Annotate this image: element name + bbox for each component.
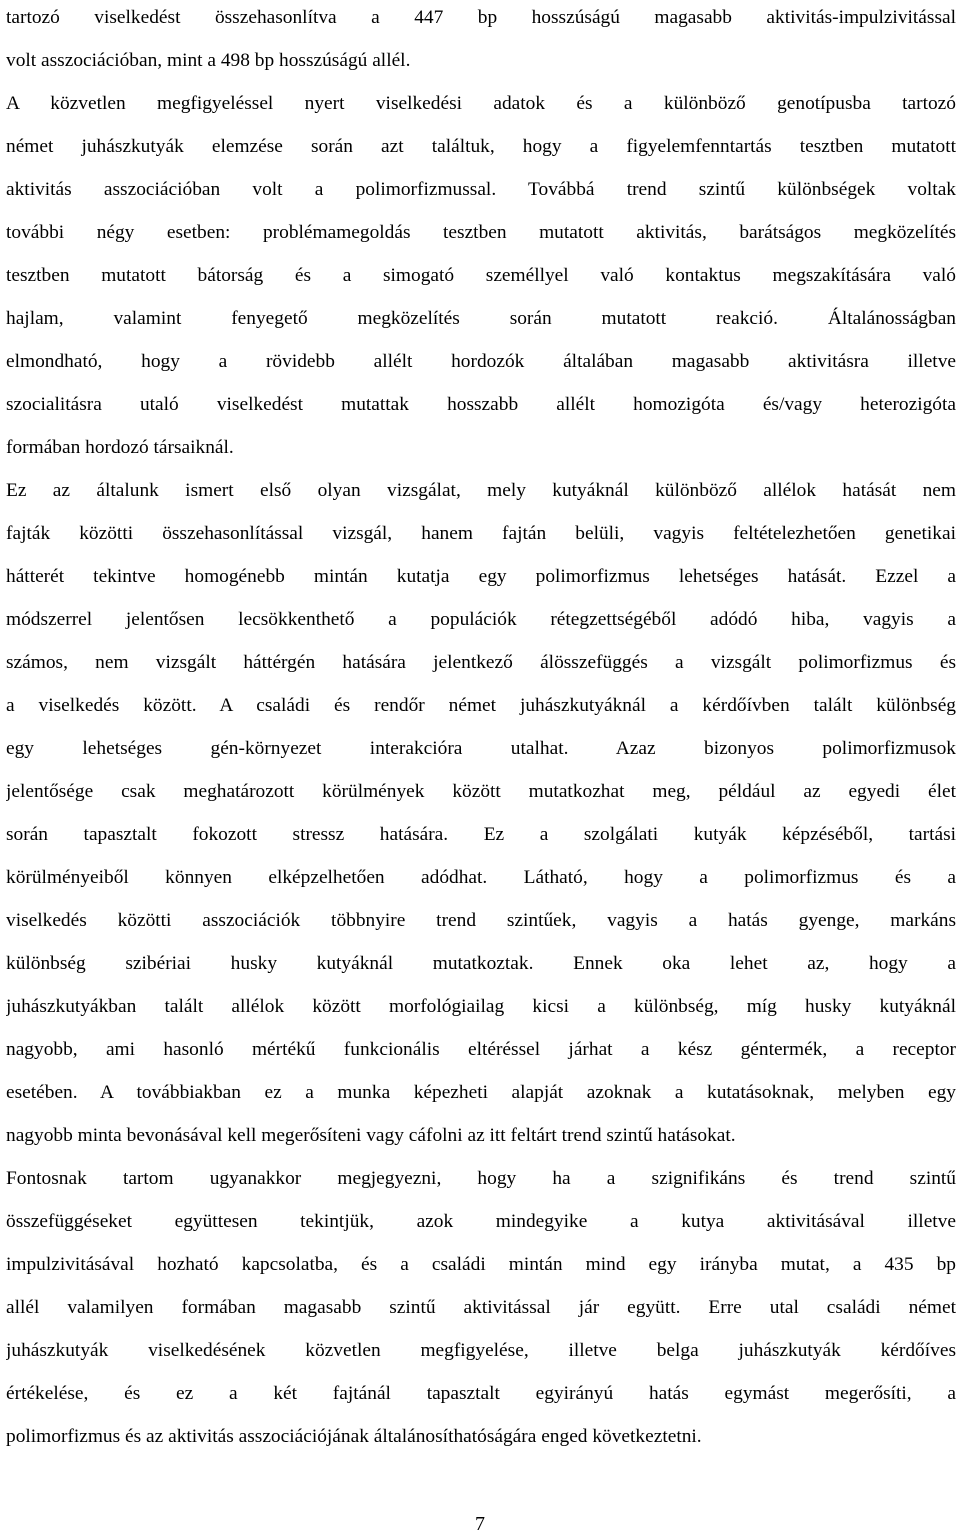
text-line: tartozó viselkedést összehasonlítva a 447 bp hosszúságú magasabb aktivitás-impulzivitással (6, 7, 956, 28)
text-line: esetében. A továbbiakban ez a munka képezheti alapját azoknak a kutatásoknak, melyben egy (6, 1082, 956, 1103)
text-line: hátterét tekintve homogénebb mintán kutatja egy polimorfizmus lehetséges hatását. Ezzel a (6, 566, 956, 587)
text-line: impulzivitásával hozható kapcsolatba, és a családi mintán mind egy irányba mutat, a 435 bp (6, 1254, 956, 1275)
text-line: számos, nem vizsgált háttérgén hatására jelentkező álösszefüggés a vizsgált polimorfizmus és (6, 652, 956, 673)
text-line: módszerrel jelentősen lecsökkenthető a populációk rétegzettségéből adódó hiba, vagyis a (6, 609, 956, 630)
text-line: nagyobb, ami hasonló mértékű funkcionális eltéréssel járhat a kész géntermék, a receptor (6, 1039, 956, 1060)
text-line: polimorfizmus és az aktivitás asszociációjának általánosíthatóságára enged következtetni. (6, 1426, 702, 1447)
text-line: értékelése, és ez a két fajtánál tapasztalt egyirányú hatás egymást megerősíti, a (6, 1383, 956, 1404)
text-line: juhászkutyák viselkedésének közvetlen megfigyelése, illetve belga juhászkutyák kérdőíves (6, 1340, 956, 1361)
text-line: különbség szibériai husky kutyáknál mutatkoztak. Ennek oka lehet az, hogy a (6, 953, 956, 974)
text-line: fajták közötti összehasonlítással vizsgál, hanem fajtán belüli, vagyis feltételezhetően genetikai (6, 523, 956, 544)
text-line: allél valamilyen formában magasabb szintű aktivitással jár együtt. Erre utal családi német (6, 1297, 956, 1318)
page-number: 7 (475, 1513, 485, 1535)
text-line: Fontosnak tartom ugyanakkor megjegyezni, hogy ha a szignifikáns és trend szintű (6, 1168, 956, 1189)
text-line: a viselkedés között. A családi és rendőr német juhászkutyáknál a kérdőívben talált különbség (6, 695, 956, 716)
text-line: további négy esetben: problémamegoldás tesztben mutatott aktivitás, barátságos megközelítés (6, 222, 956, 243)
text-line: nagyobb minta bevonásával kell megerősíteni vagy cáfolni az itt feltárt trend szintű hatásokat. (6, 1125, 736, 1146)
text-line: szocialitásra utaló viselkedést mutattak hosszabb allélt homozigóta és/vagy heterozigóta (6, 394, 956, 415)
text-line: körülményeiből könnyen elképzelhetően adódhat. Látható, hogy a polimorfizmus és a (6, 867, 956, 888)
text-line: viselkedés közötti asszociációk többnyire trend szintűek, vagyis a hatás gyenge, markáns (6, 910, 956, 931)
text-line: volt asszociációban, mint a 498 bp hosszúságú allél. (6, 50, 411, 71)
text-line: hajlam, valamint fenyegető megközelítés során mutatott reakció. Általánosságban (6, 308, 956, 329)
text-line: elmondható, hogy a rövidebb allélt hordozók általában magasabb aktivitásra illetve (6, 351, 956, 372)
text-line: juhászkutyákban talált allélok között morfológiailag kicsi a különbség, míg husky kutyáknál (6, 996, 956, 1017)
text-line: egy lehetséges gén-környezet interakcióra utalhat. Azaz bizonyos polimorfizmusok (6, 738, 956, 759)
text-line: formában hordozó társaiknál. (6, 437, 234, 458)
text-line: A közvetlen megfigyeléssel nyert viselkedési adatok és a különböző genotípusba tartozó (6, 93, 956, 114)
text-line: német juhászkutyák elemzése során azt találtuk, hogy a figyelemfenntartás tesztben mutatott (6, 136, 956, 157)
text-line: tesztben mutatott bátorság és a simogató személlyel való kontaktus megszakítására való (6, 265, 956, 286)
text-line: jelentősége csak meghatározott körülmények között mutatkozhat meg, például az egyedi élet (6, 781, 956, 802)
text-line: összefüggéseket együttesen tekintjük, azok mindegyike a kutya aktivitásával illetve (6, 1211, 956, 1232)
text-line: során tapasztalt fokozott stressz hatására. Ez a szolgálati kutyák képzéséből, tartási (6, 824, 956, 845)
text-line: aktivitás asszociációban volt a polimorfizmussal. Továbbá trend szintű különbségek voltak (6, 179, 956, 200)
text-line: Ez az általunk ismert első olyan vizsgálat, mely kutyáknál különböző allélok hatását nem (6, 480, 956, 501)
